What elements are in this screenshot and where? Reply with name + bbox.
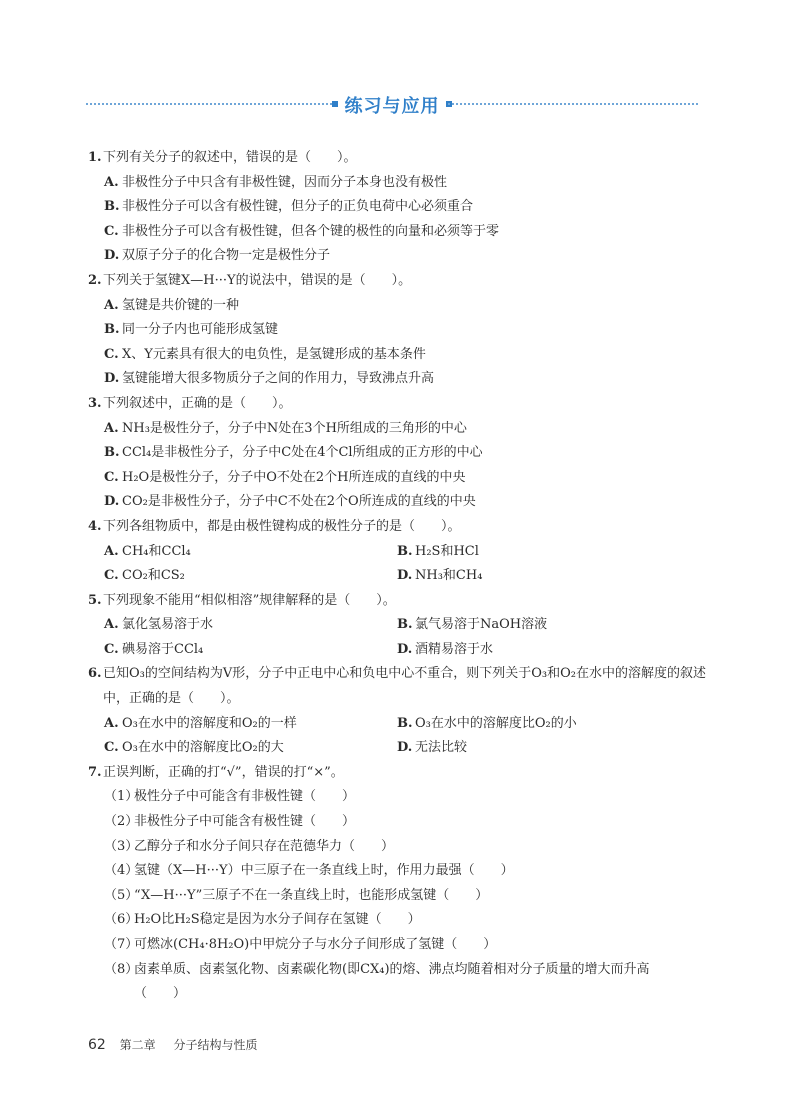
question-stem: 下列关于氢键X—H···Y的说法中，错误的是（ ）。 xyxy=(103,272,412,288)
option-text: 无法比较 xyxy=(415,740,468,756)
option xyxy=(88,244,710,269)
question-1 xyxy=(88,146,710,269)
option xyxy=(88,466,710,491)
item-number: （6） xyxy=(104,912,139,928)
item-text: 乙醇分子和水分子间只存在范德华力（ ） xyxy=(134,838,395,854)
option xyxy=(88,417,710,442)
question-number: 2. xyxy=(88,272,102,288)
option-label: A. xyxy=(104,174,119,190)
item-text: 极性分子中可能含有非极性键（ ） xyxy=(134,789,356,805)
option-label: A. xyxy=(104,543,119,559)
question-5 xyxy=(88,589,710,663)
option-label: C. xyxy=(104,469,119,485)
option-label: B. xyxy=(397,617,413,633)
option-row xyxy=(88,564,710,589)
option-text: H₂S和HCl xyxy=(415,543,479,559)
option-row xyxy=(88,736,710,761)
question-7 xyxy=(88,761,710,1007)
item-text: “X—H···Y”三原子不在一条直线上时，也能形成氢键（ ） xyxy=(134,887,489,903)
option-label: D. xyxy=(397,641,413,657)
option-text: 碘易溶于CCl₄ xyxy=(122,641,204,657)
option-label: B. xyxy=(397,715,413,731)
option xyxy=(88,343,710,368)
item-number: （7） xyxy=(104,937,139,952)
option xyxy=(104,712,397,737)
item-text: 氢键（X—H···Y）中三原子在一条直线上时，作用力最强（ ） xyxy=(134,863,514,879)
item-number: （3） xyxy=(104,838,139,854)
option xyxy=(397,638,690,663)
question-stem: 正误判断，正确的打“√”，错误的打“×”。 xyxy=(103,764,344,780)
option-label: B. xyxy=(104,199,120,215)
option xyxy=(88,367,710,392)
option-text: X、Y元素具有很大的电负性，是氢键形成的基本条件 xyxy=(122,346,426,362)
option-label: C. xyxy=(104,641,119,657)
item-text: 卤素单质、卤素氢化物、卤素碳化物(即CX₄)的熔、沸点均随着相对分子质量的增大而升高 xyxy=(134,961,650,977)
option-text: 氢键能增大很多物质分子之间的作用力，导致沸点升高 xyxy=(122,371,435,387)
option-text: 非极性分子可以含有极性键，但分子的正负电荷中心必须重合 xyxy=(122,199,474,215)
option-label: A. xyxy=(104,617,119,633)
judgement-item xyxy=(88,835,710,860)
option xyxy=(88,294,710,319)
option xyxy=(104,613,397,638)
judgement-item xyxy=(88,810,710,835)
question-number: 5. xyxy=(88,592,102,608)
option-text: CO₂是非极性分子，分子中C不处在2个O所连成的直线的中央 xyxy=(122,494,476,510)
option-text: CCl₄是非极性分子，分子中C处在4个Cl所组成的正方形的中心 xyxy=(122,445,483,461)
question-stem: 下列现象不能用“相似相溶”规律解释的是（ ）。 xyxy=(103,592,396,608)
option-label: C. xyxy=(104,346,119,362)
option-label: B. xyxy=(104,445,120,461)
option-label: A. xyxy=(104,420,119,436)
option-label: D. xyxy=(104,371,120,387)
option xyxy=(88,195,710,220)
option-text: 双原子分子的化合物一定是极性分子 xyxy=(122,248,331,264)
judgement-item xyxy=(88,958,710,983)
option-text: O₃在水中的溶解度比O₂的小 xyxy=(415,715,577,731)
option-text: 氯气易溶于NaOH溶液 xyxy=(415,617,548,633)
option-label: C. xyxy=(104,740,119,756)
option-label: D. xyxy=(104,248,120,264)
option-label: A. xyxy=(104,715,119,731)
option xyxy=(397,564,690,589)
answer-blank: （ ） xyxy=(134,986,187,1002)
exercise-list xyxy=(88,146,710,1007)
judgement-item xyxy=(88,908,710,933)
option-row xyxy=(88,638,710,663)
option-label: D. xyxy=(104,494,120,510)
option-text: 同一分子内也可能形成氢键 xyxy=(122,322,279,338)
judgement-item xyxy=(88,859,710,884)
page-number: 62 xyxy=(88,1037,106,1053)
question-stem: 下列叙述中，正确的是（ ）。 xyxy=(103,395,292,411)
option-text: O₃在水中的溶解度比O₂的大 xyxy=(122,740,284,756)
option-row xyxy=(88,712,710,737)
option-text: H₂O是极性分子，分子中O不处在2个H所连成的直线的中央 xyxy=(122,469,466,485)
section-header xyxy=(86,92,698,116)
option-text: CO₂和CS₂ xyxy=(122,568,185,584)
option xyxy=(397,736,690,761)
option-text: 非极性分子可以含有极性键，但各个键的极性的向量和必须等于零 xyxy=(122,223,500,239)
question-6 xyxy=(88,662,710,760)
option-text: 酒精易溶于水 xyxy=(415,641,494,657)
option-text: NH₃和CH₄ xyxy=(415,568,483,584)
item-text: 可燃冰(CH₄·8H₂O)中甲烷分子与水分子间形成了氢键（ ） xyxy=(134,937,497,952)
option xyxy=(88,441,710,466)
option xyxy=(88,490,710,515)
item-number: （2） xyxy=(104,814,139,830)
question-number: 4. xyxy=(88,518,102,534)
option-text: CH₄和CCl₄ xyxy=(122,543,191,559)
item-number: （8） xyxy=(104,961,139,977)
page-footer xyxy=(88,1036,258,1053)
chapter-label: 第二章 xyxy=(119,1038,156,1052)
item-number: （5） xyxy=(104,887,139,903)
item-number: （1） xyxy=(104,789,139,805)
option-text: 氯化氢易溶于水 xyxy=(122,617,214,633)
option-text: 氢键是共价键的一种 xyxy=(122,297,240,313)
section-title: 练习与应用 xyxy=(344,96,440,117)
option-text: O₃在水中的溶解度和O₂的一样 xyxy=(122,715,297,731)
option xyxy=(88,171,710,196)
judgement-item xyxy=(88,933,710,958)
option xyxy=(397,540,690,565)
option-label: A. xyxy=(104,297,119,313)
option xyxy=(104,736,397,761)
option xyxy=(88,318,710,343)
question-stem: 下列有关分子的叙述中，错误的是（ ）。 xyxy=(103,150,357,165)
chapter-title: 分子结构与性质 xyxy=(173,1038,258,1052)
question-3 xyxy=(88,392,710,515)
item-number: （4） xyxy=(104,863,139,879)
option xyxy=(397,613,690,638)
option-text: 非极性分子中只含有非极性键，因而分子本身也没有极性 xyxy=(122,174,448,190)
option-row xyxy=(88,613,710,638)
option-row xyxy=(88,540,710,565)
option-text: NH₃是极性分子，分子中N处在3个H所组成的三角形的中心 xyxy=(122,420,467,436)
question-4 xyxy=(88,515,710,589)
option xyxy=(104,564,397,589)
question-number: 3. xyxy=(88,395,102,411)
option-label: C. xyxy=(104,568,119,584)
judgement-item xyxy=(88,785,710,810)
header-dotted-line-right xyxy=(448,103,698,105)
option xyxy=(397,712,690,737)
option xyxy=(88,220,710,245)
option-label: C. xyxy=(104,223,119,239)
option-label: B. xyxy=(397,543,413,559)
question-number: 1. xyxy=(88,150,102,165)
option xyxy=(104,540,397,565)
option xyxy=(104,638,397,663)
question-stem: 下列各组物质中，都是由极性键构成的极性分子的是（ ）。 xyxy=(103,518,461,534)
item-text: 非极性分子中可能含有极性键（ ） xyxy=(134,814,356,830)
option-label: D. xyxy=(397,568,413,584)
option-label: B. xyxy=(104,322,120,338)
option-label: D. xyxy=(397,740,413,756)
question-number: 6. xyxy=(88,666,102,682)
judgement-item xyxy=(88,884,710,909)
question-2 xyxy=(88,269,710,392)
item-text: H₂O比H₂S稳定是因为水分子间存在氢键（ ） xyxy=(134,912,421,928)
question-stem: 已知O₃的空间结构为V形，分子中正电中心和负电中心不重合，则下列关于O₃和O₂在水中的溶解度的叙述中，正确的是（ ）。 xyxy=(103,666,706,707)
question-number: 7. xyxy=(88,764,102,780)
